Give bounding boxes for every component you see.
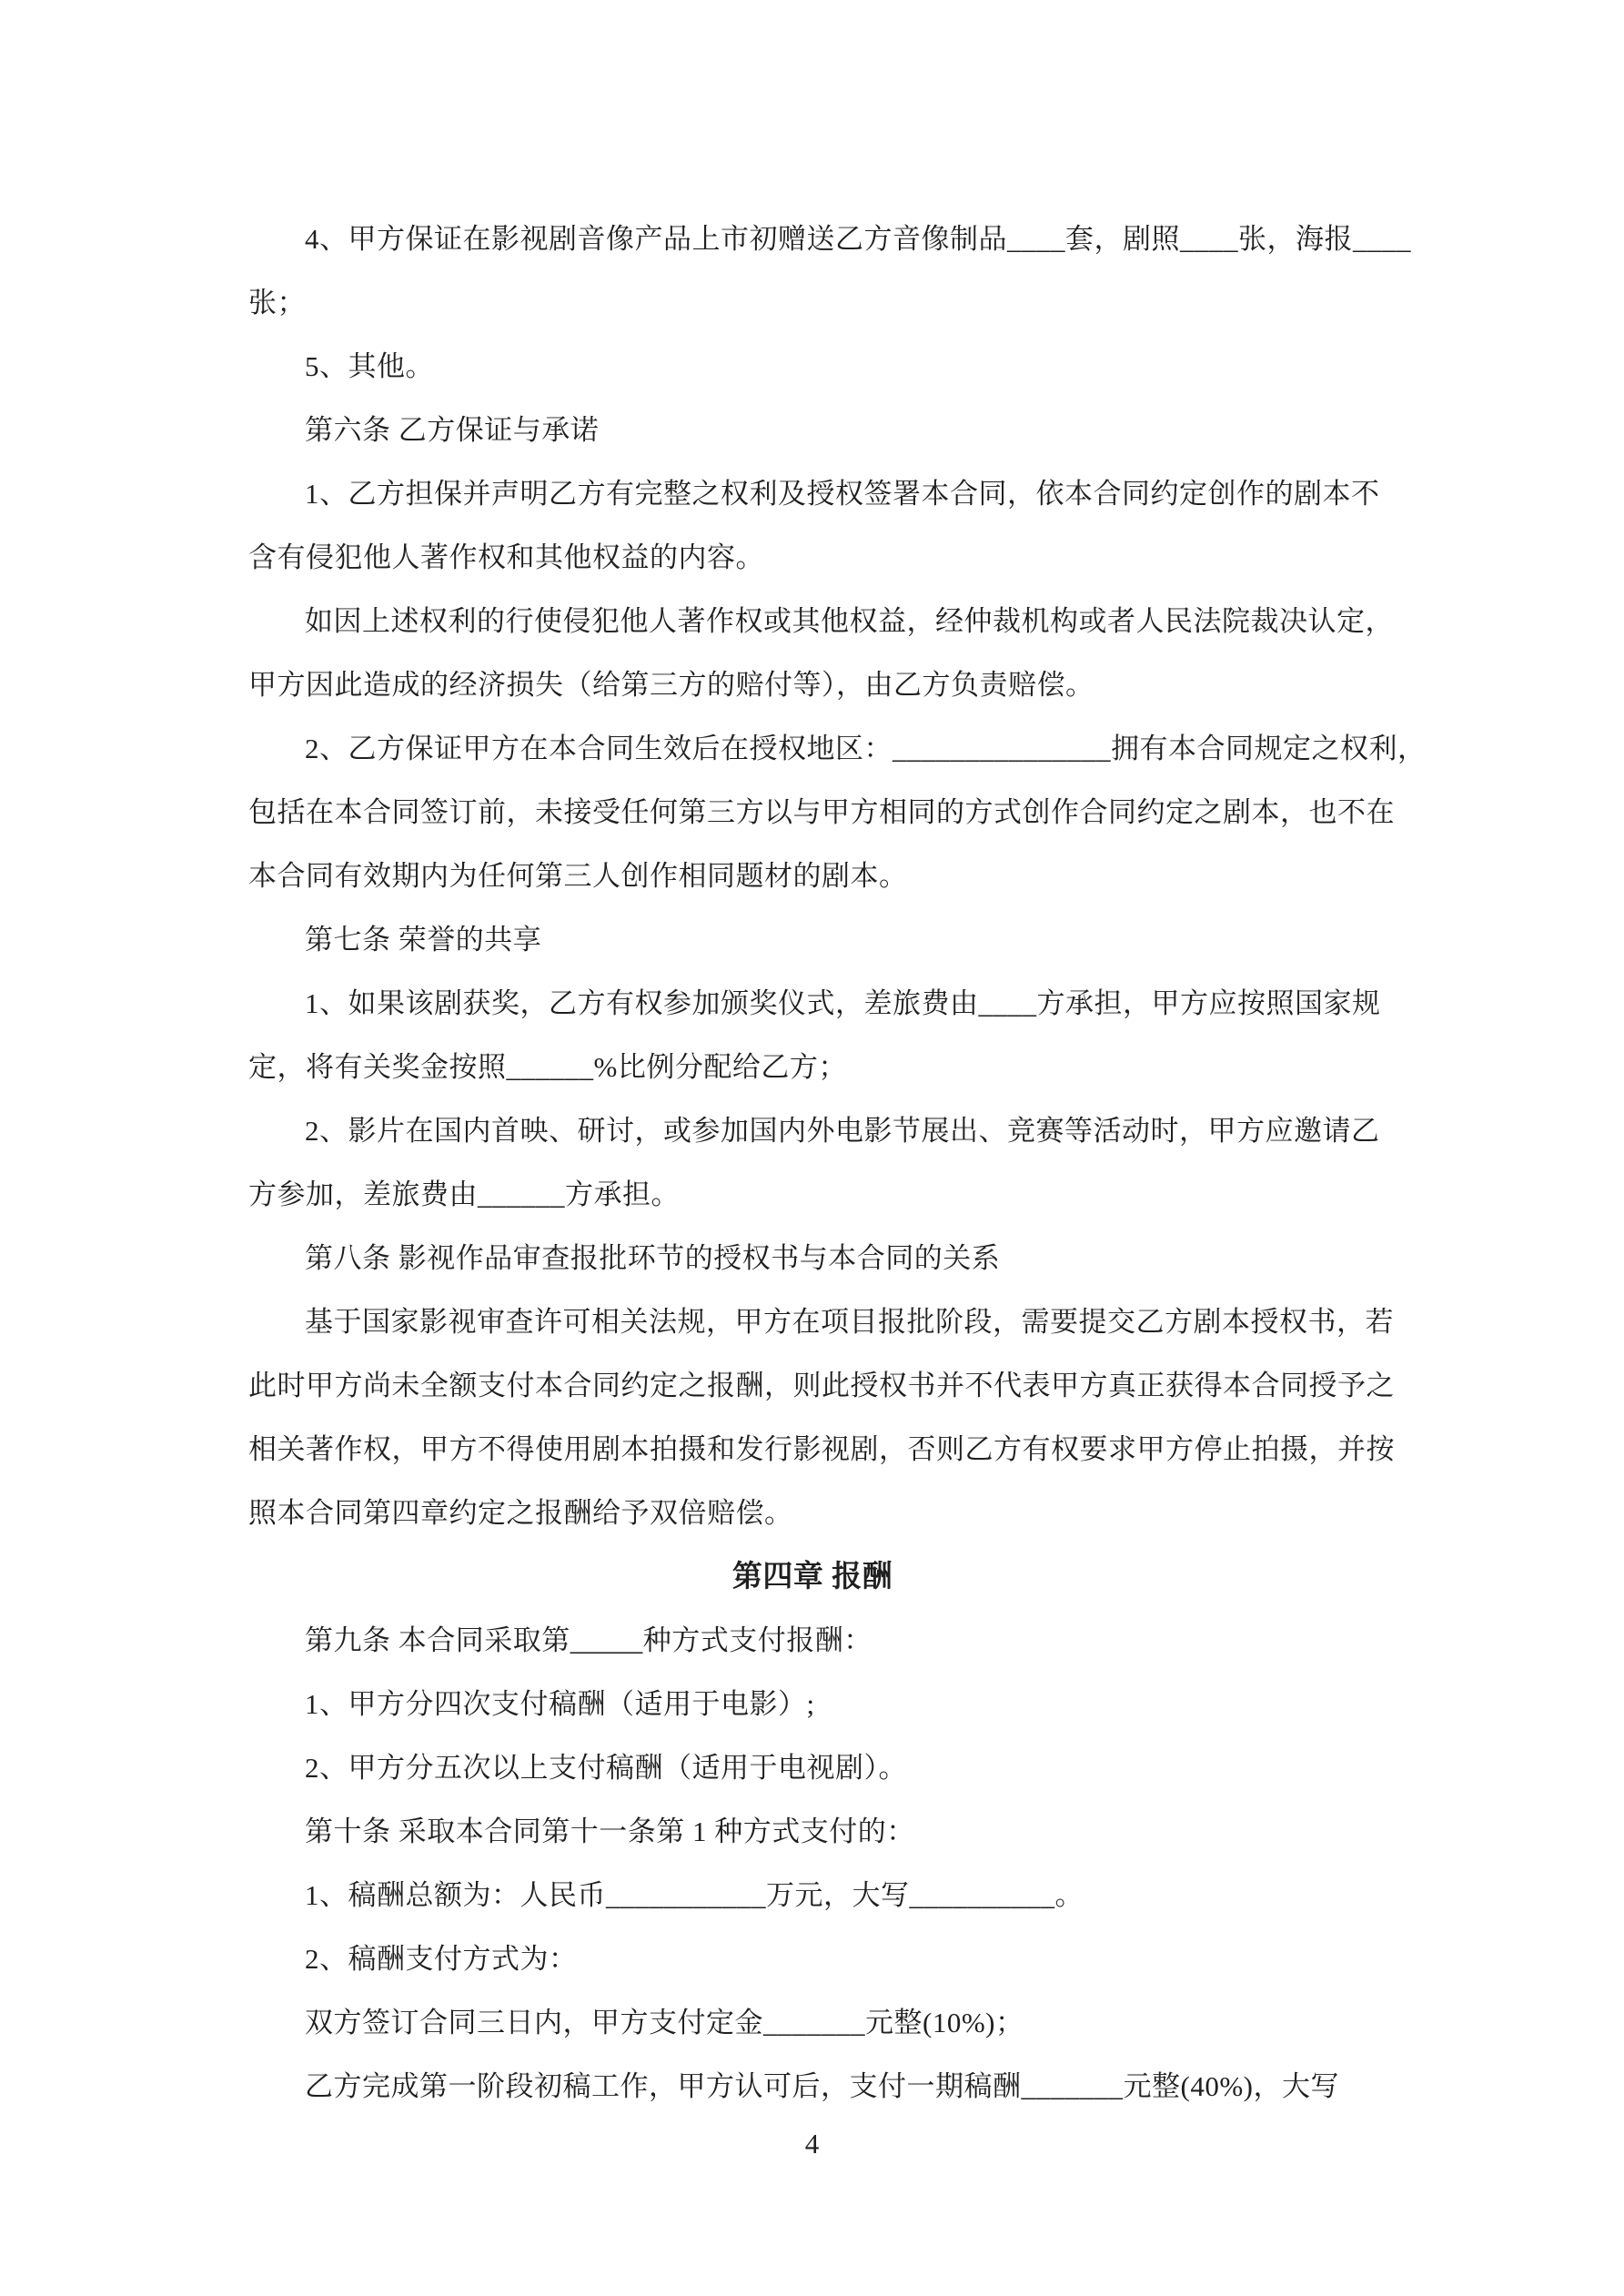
- document-line: 含有侵犯他人著作权和其他权益的内容。: [248, 541, 764, 573]
- document-line: 5、其他。: [305, 350, 434, 382]
- document-line: 本合同有效期内为任何第三人创作相同题材的剧本。: [248, 860, 908, 892]
- document-line: 2、乙方保证甲方在本合同生效后在授权地区：_______________拥有本合同规定之权利，: [305, 733, 1427, 764]
- document-body: [248, 207, 1427, 2119]
- document-line: 双方签订合同三日内，甲方支付定金_______元整(10%)；: [305, 2007, 1024, 2038]
- document-line: 1、乙方担保并声明乙方有完整之权利及授权签署本合同，依本合同约定创作的剧本不: [305, 478, 1380, 510]
- document-line: 第十条 采取本合同第十一条第 1 种方式支付的：: [305, 1816, 915, 1847]
- document-line: 1、如果该剧获奖，乙方有权参加颁奖仪式，差旅费由____方承担，甲方应按照国家规: [305, 987, 1381, 1019]
- document-line: 方参加，差旅费由______方承担。: [248, 1178, 680, 1210]
- document-line: 第七条 荣誉的共享: [305, 924, 542, 956]
- document-line: 乙方完成第一阶段初稿工作，甲方认可后，支付一期稿酬_______元整(40%)，大写: [305, 2070, 1339, 2102]
- document-line: 第九条 本合同采取第_____种方式支付报酬：: [305, 1624, 873, 1656]
- document-line: 甲方因此造成的经济损失（给第三方的赔付等），由乙方负责赔偿。: [248, 669, 1094, 701]
- document-line: 1、甲方分四次支付稿酬（适用于电影）;: [305, 1688, 815, 1720]
- document-line: 照本合同第四章约定之报酬给予双倍赔偿。: [248, 1497, 793, 1529]
- document-line: 2、甲方分五次以上支付稿酬（适用于电视剧）。: [305, 1752, 907, 1784]
- document-line: 第六条 乙方保证与承诺: [305, 414, 600, 446]
- document-line: 包括在本合同签订前，未接受任何第三方以与甲方相同的方式创作合同约定之剧本，也不在: [248, 796, 1395, 828]
- document-line: 张；: [248, 287, 306, 319]
- document-line: 如因上述权利的行使侵犯他人著作权或其他权益，经仲裁机构或者人民法院裁决认定，: [305, 605, 1394, 637]
- document-line: 此时甲方尚未全额支付本合同约定之报酬，则此授权书并不代表甲方真正获得本合同授予之: [248, 1370, 1395, 1401]
- document-line: 4、甲方保证在影视剧音像产品上市初赠送乙方音像制品____套，剧照____张，海报____: [305, 223, 1411, 255]
- document-line: 第八条 影视作品审查报批环节的授权书与本合同的关系: [305, 1242, 1001, 1274]
- document-line: 基于国家影视审查许可相关法规，甲方在项目报批阶段，需要提交乙方剧本授权书，若: [305, 1306, 1394, 1338]
- document-line: 2、稿酬支付方式为：: [305, 1943, 578, 1975]
- chapter-heading: 第四章 报酬: [731, 1561, 893, 1593]
- document-line: 定，将有关奖金按照______%比例分配给乙方；: [248, 1051, 847, 1083]
- page-number: 4: [804, 2128, 820, 2159]
- document-line: 1、稿酬总额为：人民币___________万元，大写__________。: [305, 1879, 1084, 1911]
- document-line: 2、影片在国内首映、研讨，或参加国内外电影节展出、竞赛等活动时，甲方应邀请乙: [305, 1115, 1380, 1147]
- document-line: 相关著作权，甲方不得使用剧本拍摄和发行影视剧，否则乙方有权要求甲方停止拍摄，并按: [248, 1433, 1395, 1465]
